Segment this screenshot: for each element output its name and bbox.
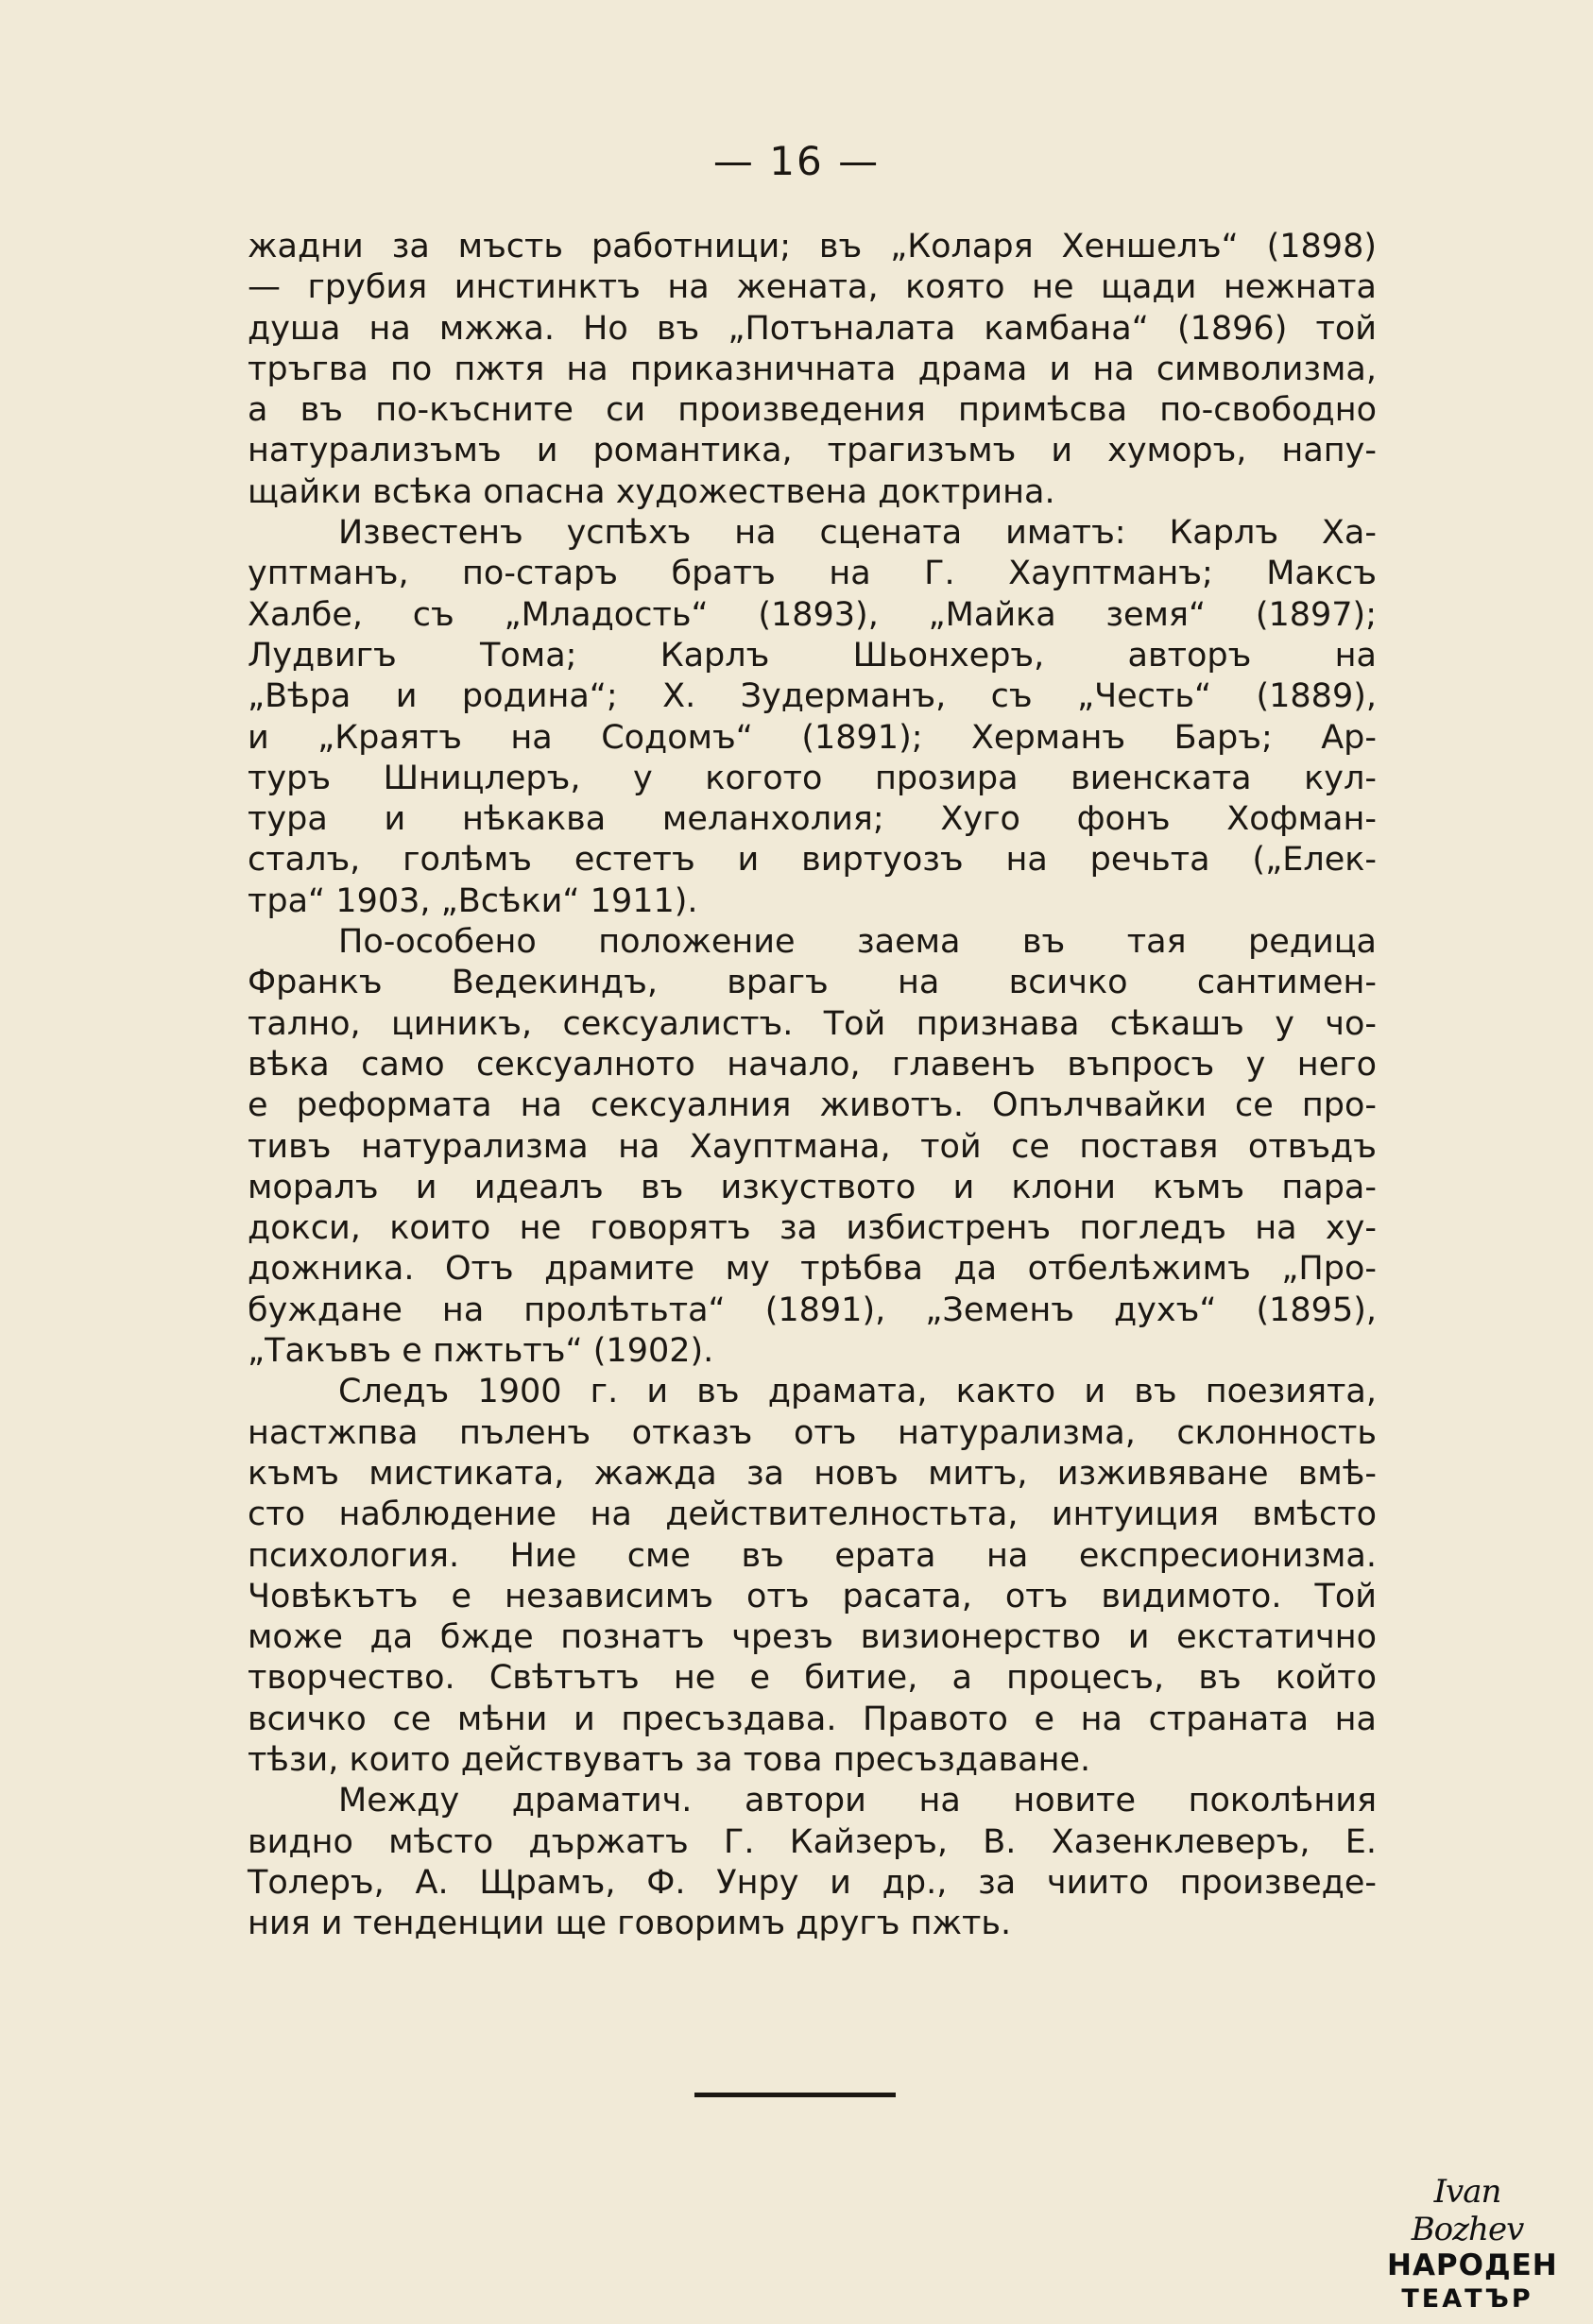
text-line: тра“ 1903, „Всѣки“ 1911). [248, 881, 698, 920]
text-line: вѣка само сексуалното начало, главенъ въпросъ у него [248, 1045, 1377, 1084]
paragraph [248, 1781, 1377, 1944]
text-line: моралъ и идеалъ въ изкуството и клони къмъ пара- [248, 1168, 1377, 1206]
text-line: — грубия инстинктъ на жената, която не щади нежната [248, 268, 1377, 307]
text-line: Халбе, съ „Младость“ (1893), „Майка земя“ (1897); [248, 595, 1377, 634]
text-line: Известенъ успѣхъ на сцената иматъ: Карлъ Ха- [338, 514, 1377, 553]
text-line: а въ по-късните си произведения примѣсва по-свободно [248, 391, 1377, 430]
paragraph [248, 1372, 1377, 1781]
text-line: туръ Шницлеръ, у когото прозира виенската кул- [248, 759, 1377, 797]
text-line: тално, циникъ, сексуалистъ. Той признава сѣкашъ у чо- [248, 1004, 1377, 1043]
text-line: буждане на пролѣтьта“ (1891), „Земенъ духъ“ (1895), [248, 1290, 1377, 1329]
text-line: тръгва по пжтя на приказничната драма и на символизма, [248, 350, 1377, 388]
text-line: видно мѣсто държатъ Г. Кайзеръ, В. Хазенклеверъ, Е. [248, 1822, 1377, 1861]
text-line: творчество. Свѣтътъ не е битие, а процесъ, въ който [248, 1659, 1377, 1698]
text-line: Между драматич. автори на новите поколѣния [338, 1782, 1377, 1820]
text-line: Лудвигъ Тома; Карлъ Шьонхеръ, авторъ на [248, 636, 1377, 675]
text-line: ния и тенденции ще говоримъ другъ пжть. [248, 1905, 1012, 1943]
text-line: тѣзи, които действуватъ за това пресъздаване. [248, 1740, 1091, 1779]
paragraph [248, 513, 1377, 922]
stamp-line-2: ТЕАТЪР [1401, 2284, 1533, 2314]
paragraph [248, 922, 1377, 1372]
closing-rule [694, 2093, 896, 2097]
text-line: жадни за мъсть работници; въ „Коларя Хеншелъ“ (1898) [248, 228, 1377, 265]
text-line: „Такъвъ е пжтьтъ“ (1902). [248, 1332, 714, 1371]
text-line: психология. Ние сме въ ерата на експресионизма. [248, 1536, 1377, 1575]
text-line: Франкъ Ведекиндъ, врагъ на всичко сантимен- [248, 964, 1377, 1002]
text-line: настжпва пъленъ отказъ отъ натурализма, склонность [248, 1413, 1377, 1452]
text-line: По-особено положение заема въ тая редица [338, 923, 1377, 962]
stamp-signature: Ivan Bozhev [1411, 2173, 1524, 2248]
text-line: докси, които не говорятъ за избистренъ погледъ на ху- [248, 1209, 1377, 1248]
text-line: Толеръ, А. Щрамъ, Ф. Унру и др., за чиито произведе- [248, 1863, 1377, 1902]
text-line: „Вѣра и родина“; Х. Зудерманъ, съ „Честь“ (1889), [248, 677, 1377, 716]
text-line: тура и нѣкаква меланхолия; Хуго фонъ Хофман- [248, 800, 1377, 839]
paragraph [248, 227, 1377, 513]
text-line: всичко се мѣни и пресъздава. Правото е на страната на [248, 1700, 1377, 1738]
text-line: Човѣкътъ е независимъ отъ расата, отъ видимото. Той [248, 1577, 1377, 1615]
text-line: душа на мжжа. Но въ „Потъналата камбана“ (1896) той [248, 309, 1377, 348]
text-line: тивъ натурализма на Хауптмана, той се поставя отвъдъ [248, 1127, 1377, 1166]
theatre-stamp-logo [1387, 2173, 1558, 2314]
text-line: сто наблюдение на действителностьта, интуиция вмѣсто [248, 1495, 1377, 1534]
body-text [248, 227, 1377, 1944]
text-line: и „Краятъ на Содомъ“ (1891); Херманъ Баръ; Ар- [248, 718, 1377, 757]
stamp-line-1: НАРОДЕН [1387, 2248, 1558, 2282]
text-line: може да бжде познатъ чрезъ визионерство и екстатично [248, 1618, 1377, 1657]
text-line: дожника. Отъ драмите му трѣбва да отбелѣжимъ „Про- [248, 1250, 1377, 1289]
text-line: е реформата на сексуалния животъ. Опълчвайки се про- [248, 1086, 1377, 1125]
text-line: натурализъмъ и романтика, трагизъмъ и хуморъ, напу- [248, 432, 1377, 470]
page-number: — 16 — [712, 138, 881, 184]
text-line: уптманъ, по-старъ братъ на Г. Хауптманъ; Максъ [248, 555, 1377, 593]
text-line: Следъ 1900 г. и въ драмата, както и въ поезията, [338, 1373, 1377, 1411]
text-line: сталъ, голѣмъ естетъ и виртуозъ на речьта („Елек- [248, 841, 1377, 880]
text-line: къмъ мистиката, жажда за новъ митъ, изживяване вмѣ- [248, 1454, 1377, 1493]
text-line: щайки всѣка опасна художествена доктрина. [248, 472, 1055, 511]
